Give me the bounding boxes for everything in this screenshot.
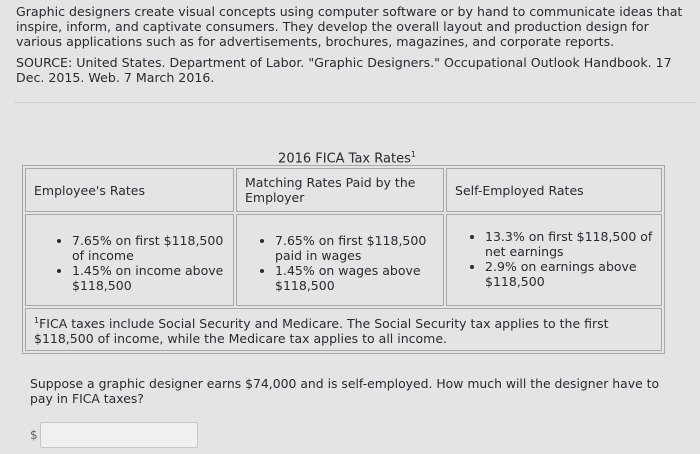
employee-rates-cell (25, 214, 234, 306)
intro (16, 4, 686, 91)
caption-footnote-mark: 1 (410, 150, 416, 159)
list-item: • 7.65% on first $118,500 of income (72, 233, 225, 263)
caption-text: 2016 FICA Tax Rates (278, 151, 411, 167)
employer-rates-cell (236, 214, 444, 306)
header-row (25, 168, 662, 212)
source-citation: SOURCE: United States. Department of Labor. "Graphic Designers." Occupational Outlook Handbook. 17 Dec. 2015. Web. 7 March 2016. (16, 55, 672, 85)
rates-row (25, 214, 662, 306)
footnote (25, 308, 662, 351)
list-item: • 7.65% on first $118,500 paid in wages (275, 233, 435, 263)
table-caption (0, 150, 697, 166)
header-self-employed: Self-Employed Rates (446, 168, 662, 212)
answer-field (30, 422, 198, 448)
answer-input[interactable] (40, 422, 198, 448)
header-employer: Matching Rates Paid by the Employer (236, 168, 444, 212)
question-text: Suppose a graphic designer earns $74,000 and is self-employed. How much will the designer have to pay in FICA taxes? (30, 376, 660, 406)
list-item: • 13.3% on first $118,500 of net earnings (485, 229, 653, 259)
list-item: • 2.9% on earnings above $118,500 (485, 259, 653, 289)
footnote-row (25, 308, 662, 351)
footnote-text: FICA taxes include Social Security and Medicare. The Social Security tax applies to the first $118,500 of income, while the Medicare tax applies to all income. (34, 316, 609, 347)
list-item: • 1.45% on income above $118,500 (72, 263, 225, 293)
list-item: • 1.45% on wages above $118,500 (275, 263, 435, 293)
footnote-mark: 1 (34, 316, 40, 325)
intro-paragraph: Graphic designers create visual concepts using computer software or by hand to communicate ideas that inspire, inform, and captivate consumers. They develop the overall layout and production design for various applications such as for advertisements, brochures, magazines, and corporate reports. (16, 4, 683, 49)
self-employed-rates-cell (446, 214, 662, 306)
divider (14, 102, 696, 103)
currency-symbol: $ (30, 428, 38, 442)
fica-rates-table (22, 165, 665, 354)
header-employee: Employee's Rates (25, 168, 234, 212)
